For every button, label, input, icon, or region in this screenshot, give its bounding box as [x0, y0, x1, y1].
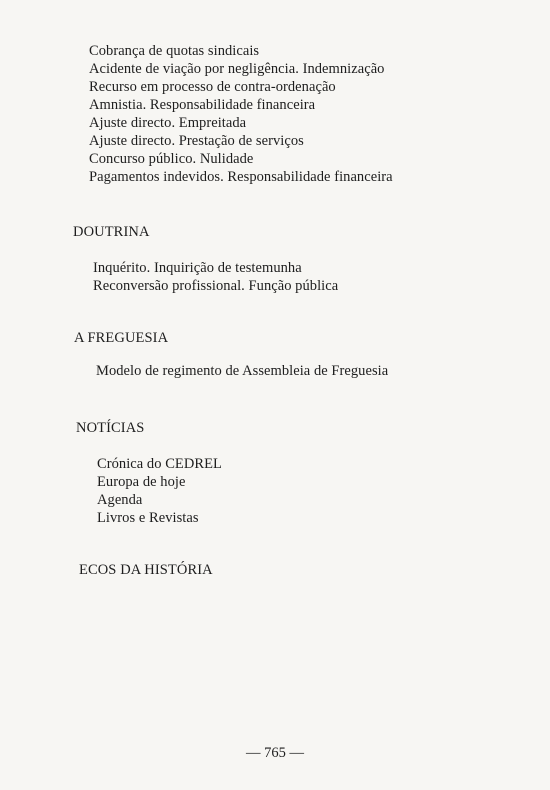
list-item: Inquérito. Inquirição de testemunha [93, 260, 302, 276]
list-item: Ajuste directo. Prestação de serviços [89, 133, 304, 149]
list-item: Crónica do CEDREL [97, 456, 222, 472]
section-heading-doutrina: DOUTRINA [73, 224, 150, 240]
list-item: Acidente de viação por negligência. Indemnização [89, 61, 385, 77]
list-item: Cobrança de quotas sindicais [89, 43, 260, 59]
list-item: Concurso público. Nulidade [89, 151, 254, 167]
list-item: Livros e Revistas [97, 510, 199, 526]
list-item: Modelo de regimento de Assembleia de Freguesia [96, 363, 389, 379]
section-heading-ecos-da-historia: ECOS DA HISTÓRIA [79, 562, 213, 578]
section-heading-a-freguesia: A FREGUESIA [74, 330, 169, 346]
list-item: Ajuste directo. Empreitada [89, 115, 247, 131]
list-item: Recurso em processo de contra-ordenação [89, 79, 336, 95]
page-number: — 765 — [246, 745, 304, 761]
list-item: Pagamentos indevidos. Responsabilidade financeira [89, 169, 393, 185]
list-item: Amnistia. Responsabilidade financeira [89, 97, 316, 113]
list-item: Agenda [97, 492, 143, 508]
list-item: Europa de hoje [97, 474, 186, 490]
section-heading-noticias: NOTÍCIAS [76, 420, 145, 436]
list-item: Reconversão profissional. Função pública [93, 278, 339, 294]
